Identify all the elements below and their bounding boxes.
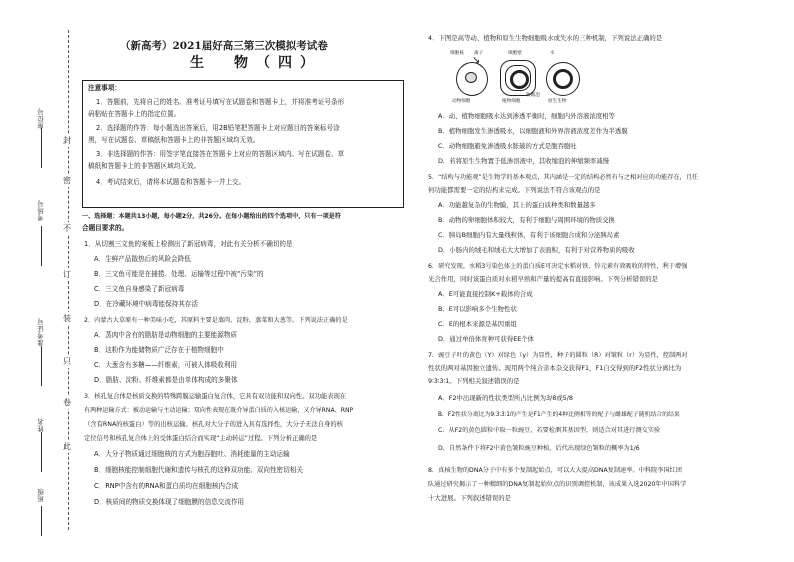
figure-label: 收缩泡 xyxy=(526,93,540,98)
notice-line: 码粘贴在答题卡上的指定位置。 xyxy=(88,110,181,118)
arrow-icon: ↘ xyxy=(472,55,481,66)
question-option: A．E可能直接控制K+载体的合成 xyxy=(438,290,533,298)
notice-line: 稿纸和答题卡上的非答题区域均无效。 xyxy=(88,162,201,170)
notice-line: 4．考试结束后，请将本试题卷和答题卡一并上交。 xyxy=(96,178,246,186)
question-stem: 5．“结构与功能观”是生物学的基本观点，其内涵是一定的结构必然有与之相对应的功能存在，且任 xyxy=(428,174,699,181)
question-stem: 性状的两对基因独立遗传。现用两个纯合亲本杂交获得F1，F1自交得到的F2性状分离比为 xyxy=(428,364,682,372)
seal-char: 此 xyxy=(63,442,71,451)
question-option: C．动物细胞避免渗透吸水胀破的方式是胞吞胞吐 xyxy=(438,142,577,150)
question-stem: 何功能都需要一定的结构来完成。下列说法不符合该观点的是 xyxy=(428,186,601,194)
question-stem: 2．内蒙古大草原有一种美味小吃，其原料主要是蒸肉、淀粉、蒸菜和大葱等。下列说法正确的是 xyxy=(84,317,348,324)
question-stem: 队通过研究揭示了一种精细的DNA复制起始位点的识别调控机制，该成果入选2020年中国科学 xyxy=(428,481,687,488)
notice-line: 2．选择题的作答：每小题选出答案后，用2B铅笔把答题卡上对应题目的答案标号涂 xyxy=(96,124,340,132)
question-option: B．E可以影响多个生物性状 xyxy=(438,305,517,313)
figure-label: 植物细胞 xyxy=(502,99,521,104)
figure-label: 水 xyxy=(550,51,555,56)
question-option: D．核质间的物质交换体现了细胞膜的信息交流作用 xyxy=(94,498,245,506)
notice-line: 3．非选择题的作答：用签字笔直接答在答题卡上对应的答题区域内。写在试题卷、草 xyxy=(96,150,345,158)
seat-number-label: 座位号 xyxy=(37,108,45,129)
figure-label: 细胞壁 xyxy=(508,51,522,56)
question-stem: 1．从切割三文鱼的案板上检测出了新冠病毒，对此有关分析不确切的是 xyxy=(84,240,293,248)
question-stem: 十大进展。下列叙述错误的是 xyxy=(428,494,512,502)
subject-title: 生 物（四） xyxy=(190,55,322,71)
question-stem: 光合作用，同时该蛋白质对水稻早熟和产量的提高有直接影响。下列分析错误的是 xyxy=(428,275,659,283)
class-label: 班级 xyxy=(37,488,45,502)
question-option: D．自然条件下将F2中黄色皱粒豌豆种植，后代出现绿色皱粒的概率为1/6 xyxy=(438,445,640,452)
admission-number-label: 准考证号 xyxy=(37,318,45,346)
question-stem: 3．核孔复合体是核质交换的特殊跨膜运输蛋白复合体，它具有双功能和双向性。双功能表现在 xyxy=(84,393,347,400)
name-label: 姓名 xyxy=(37,418,45,432)
question-option: A．功能越复杂的生物膜，其上的蛋白质种类和数量越多 xyxy=(438,201,596,209)
seal-char: 密 xyxy=(63,176,71,185)
name-line xyxy=(41,432,42,472)
question-option: C．胰岛B细胞内有大量线粒体，有利于该细胞合成和分泌胰岛素 xyxy=(438,231,620,239)
notice-line: 黑，写在试题卷、草稿纸和答题卡上的非答题区域均无效。 xyxy=(88,136,260,144)
question-option: B．F2性状分离比为9∶3∶3∶1的产生是F1产生的4种比例相等的配子与雌雄配子随机结合的结果 xyxy=(438,412,680,418)
question-option: A．动、植物细胞吸水达到渗透平衡时，细胞内外溶液浓度相等 xyxy=(438,112,615,120)
section-heading-cont: 合题目要求的。 xyxy=(82,224,129,232)
seal-char: 封 xyxy=(63,136,71,145)
cell-figure xyxy=(450,50,660,108)
question-option: A．生鲜产品散热后的风险会降低 xyxy=(94,255,191,263)
question-stem: 6．研究发现，水稻3号染色体上的蛋白质E可决定水稻对铁、锌元素有效吸收的特性，利于增强 xyxy=(428,263,688,270)
question-stem: 8．真核生物的DNA分子中有多个复制起始点，可以大大提高DNA复制速率。中科院李国红团 xyxy=(428,467,682,474)
question-option: C．从F2的黄色圆粒中取一粒豌豆，若要检测其基因型，则适合对其进行测交实验 xyxy=(438,427,661,434)
question-option: B．动物的卵细胞体积较大，有利于细胞与周围环境的物质交换 xyxy=(438,216,615,224)
question-option: B．这粉作为能储物质广泛存在于植物细胞中 xyxy=(94,346,224,354)
question-option: D．脂肪、淀粉、纤维素都是由单体构成的多聚体 xyxy=(94,376,238,384)
vacuole-shape xyxy=(510,70,529,89)
figure-label: 动物细胞 xyxy=(452,99,471,104)
class-line xyxy=(41,506,42,536)
question-option: D．在冷藏环境中病毒能保持其存活 xyxy=(94,300,198,308)
question-option: A．蒸肉中含有的脂肪是动物细胞的主要能源物质 xyxy=(94,331,237,339)
section-heading: 一、选择题：本题共13小题，每小题2分，共26分。在每小题给出的四个选项中，只有一项是符 xyxy=(82,213,341,220)
exam-room-label: 考场号 xyxy=(37,200,45,221)
figure-label: 细胞核 xyxy=(450,51,464,56)
seal-char: 装 xyxy=(63,314,71,323)
question-option: A．F2中出现新的性状类型所占比例为3/8或5/8 xyxy=(438,394,573,402)
exam-room-line xyxy=(41,226,42,266)
seal-char: 订 xyxy=(63,270,71,279)
question-stem: 4．下图是高等动、植物和原生生物细胞吸水或失水的三种机制，下列说法正确的是 xyxy=(428,34,663,42)
question-stem: 定位信号和核孔复合体上的受体蛋白结合而实现“主动转运”过程。下列分析正确的是 xyxy=(84,435,318,442)
question-option: C．RNP中含有的RNA和蛋白质均在细胞核内合成 xyxy=(94,482,239,490)
question-stem: （含有RNA的核蛋白）等的出核运输。核孔对大分子的进入具有选择性，大分子无法自身的核 xyxy=(84,421,343,428)
question-option: C．大葱含有多糖——纤维素，可被人体吸收利用 xyxy=(94,361,238,369)
nucleus-shape xyxy=(465,72,477,83)
question-option: C．三文鱼自身感染了新冠病毒 xyxy=(94,285,185,293)
question-stem: 9∶3∶3∶1。下列相关叙述错误的是 xyxy=(428,377,520,385)
seal-char: 不 xyxy=(63,224,71,233)
seat-number-line xyxy=(41,128,42,168)
admission-number-line xyxy=(41,346,42,386)
question-option: C．E的根本来源是基因重组 xyxy=(438,320,517,328)
contractile-vacuole-shape xyxy=(553,69,573,89)
question-stem: 7．豌豆子叶的黄色（Y）对绿色（y）为显性，种子的圆粒（R）对皱粒（r）为显性，控制两对 xyxy=(428,352,688,359)
seal-char: 卷 xyxy=(63,398,71,407)
question-stem: 有两种运输方式：被动运输与主动运输；双向性表现在既介导蛋白质的入核运输，又介导RNA、RNP xyxy=(84,407,354,414)
question-option: A．大分子物质通过细胞核的方式为胞吞胞吐、消耗能量的主动运输 xyxy=(94,450,290,458)
question-option: D．小肠内的绒毛和绒毛大大增加了表面积，有利于对营养物质的吸收 xyxy=(438,246,635,254)
notice-line: 1．答题前，先将自己的姓名、准考证号填写在试题卷和答题卡上，并将准考证号条形 xyxy=(96,98,345,106)
figure-label: 原生生物 xyxy=(548,99,567,104)
notice-heading: 注意事项： xyxy=(88,84,121,92)
question-option: B．植物细胞发生渗透吸水，以细胞液和外界溶液浓度差作为半透膜 xyxy=(438,127,628,135)
question-option: D．若将原生生物置于低渗溶液中，其收缩泡的伸缩频率减慢 xyxy=(438,157,610,165)
figure-label: 离子 xyxy=(474,51,484,56)
question-option: B．细胞核能控制细胞代谢和遗传与核孔的这种双功能、双向性密切相关 xyxy=(94,466,303,474)
question-option: B．三文鱼可能是在捕捞、处理、运输等过程中被“污染”的 xyxy=(94,270,264,278)
question-option: D．通过单倍体育种可获得EE个体 xyxy=(438,335,535,343)
seal-char: 只 xyxy=(63,357,71,366)
exam-title: （新高考）2021届好高三第三次模拟考试卷 xyxy=(120,40,328,52)
